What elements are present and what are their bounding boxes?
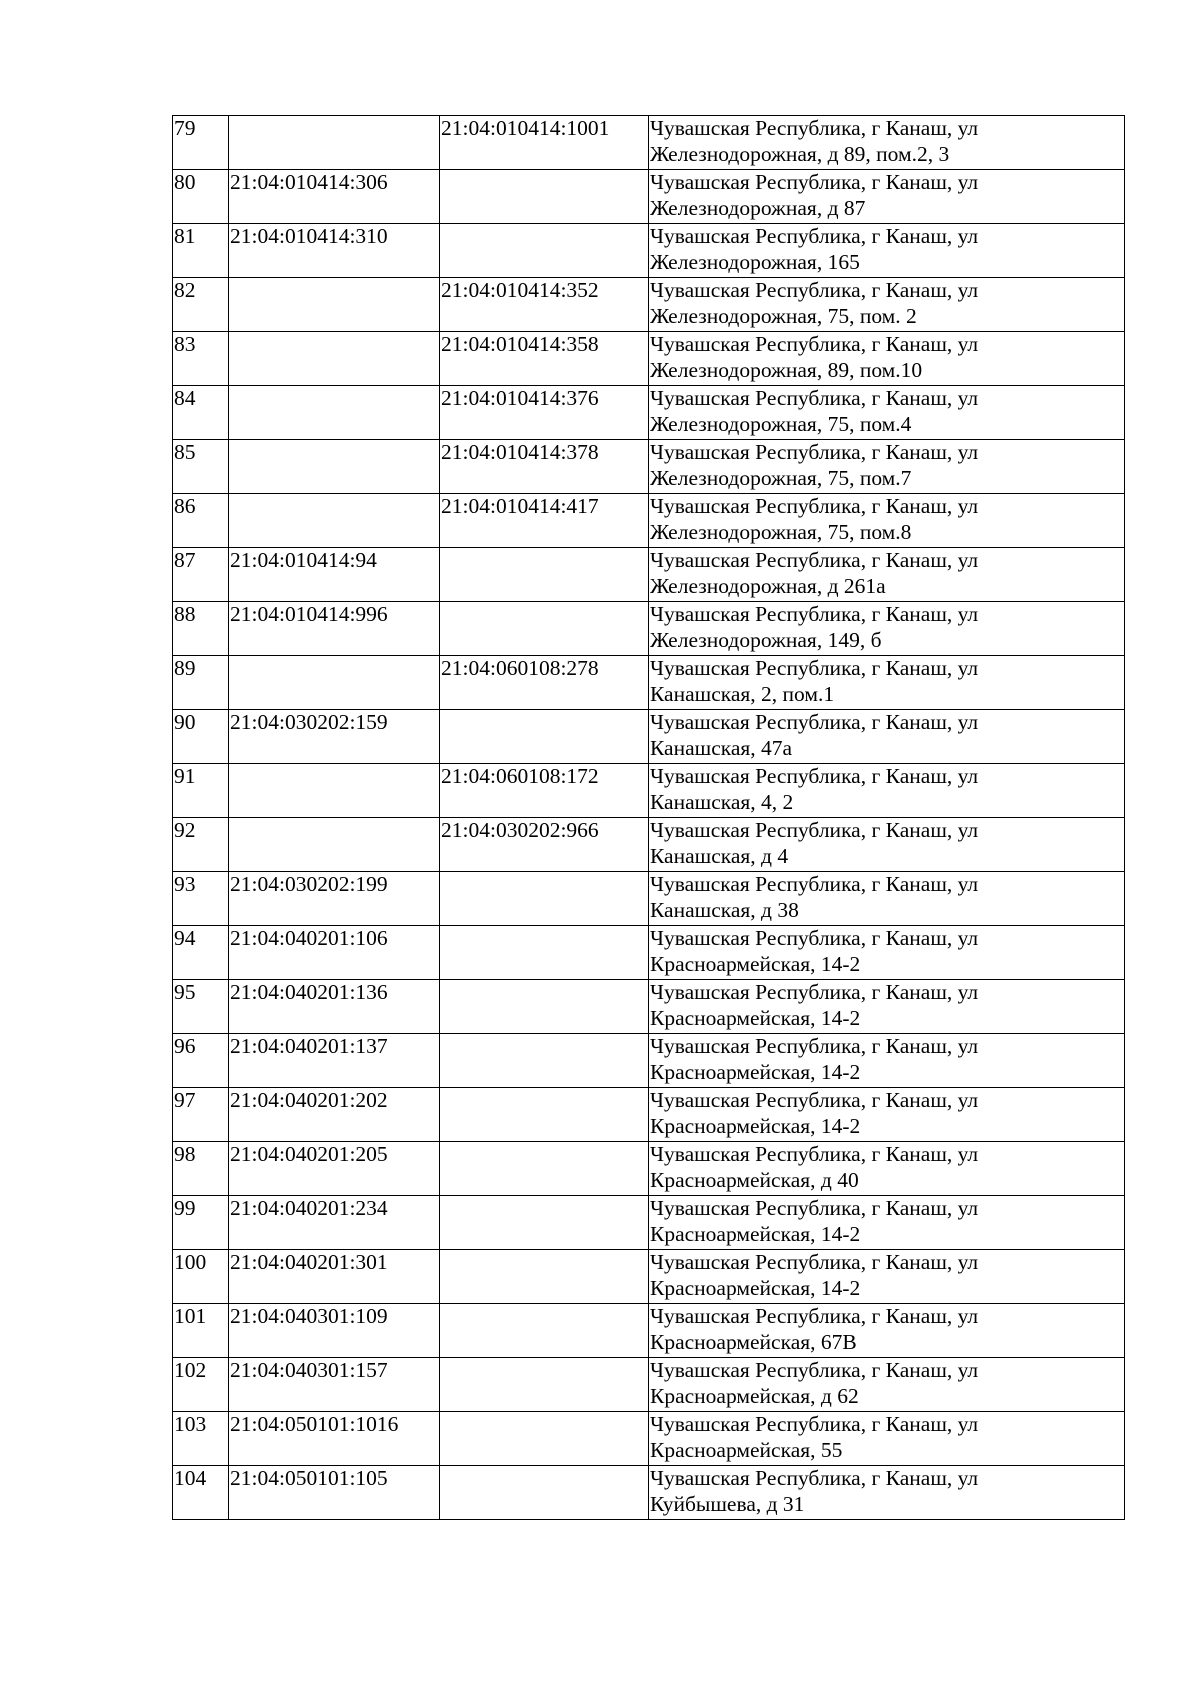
address-line-2: Красноармейская, 67В	[650, 1329, 857, 1354]
land-cadastral-number-cell	[229, 440, 440, 494]
row-number-cell: 104	[173, 1466, 229, 1520]
address-line-1: Чувашская Республика, г Канаш, ул	[650, 1088, 979, 1112]
address-cell	[649, 1196, 1125, 1250]
address-cell	[649, 602, 1125, 656]
object-cadastral-number-cell	[440, 170, 649, 224]
address-line-2: Красноармейская, 14-2	[650, 1275, 861, 1300]
object-cadastral-number-cell: 21:04:060108:278	[440, 656, 649, 710]
address-cell	[649, 1304, 1125, 1358]
object-cadastral-number-cell	[440, 224, 649, 278]
object-cadastral-number-cell	[440, 872, 649, 926]
land-cadastral-number-cell: 21:04:040201:301	[229, 1250, 440, 1304]
address-cell	[649, 1250, 1125, 1304]
address-line-1: Чувашская Республика, г Канаш, ул	[650, 278, 979, 302]
address-line-2: Куйбышева, д 31	[650, 1491, 805, 1516]
address-line-1: Чувашская Республика, г Канаш, ул	[650, 440, 979, 464]
land-cadastral-number-cell: 21:04:050101:1016	[229, 1412, 440, 1466]
object-cadastral-number-cell	[440, 1142, 649, 1196]
address-line-1: Чувашская Республика, г Канаш, ул	[650, 1250, 979, 1274]
table-row	[173, 1196, 1125, 1250]
table-row	[173, 656, 1125, 710]
table-row	[173, 1088, 1125, 1142]
address-cell	[649, 332, 1125, 386]
address-line-1: Чувашская Республика, г Канаш, ул	[650, 656, 979, 680]
row-number-cell: 89	[173, 656, 229, 710]
row-number-cell: 95	[173, 980, 229, 1034]
table-row	[173, 1412, 1125, 1466]
row-number-cell: 88	[173, 602, 229, 656]
address-line-2: Железнодорожная, 75, пом. 2	[650, 303, 917, 328]
row-number-cell: 87	[173, 548, 229, 602]
address-line-1: Чувашская Республика, г Канаш, ул	[650, 386, 979, 410]
address-line-1: Чувашская Республика, г Канаш, ул	[650, 1466, 979, 1490]
object-cadastral-number-cell: 21:04:010414:376	[440, 386, 649, 440]
table-row	[173, 926, 1125, 980]
address-line-1: Чувашская Республика, г Канаш, ул	[650, 980, 979, 1004]
row-number-cell: 83	[173, 332, 229, 386]
table-row	[173, 116, 1125, 170]
address-cell	[649, 1358, 1125, 1412]
land-cadastral-number-cell	[229, 278, 440, 332]
table-row	[173, 818, 1125, 872]
object-cadastral-number-cell	[440, 1412, 649, 1466]
address-line-2: Железнодорожная, 165	[650, 249, 860, 274]
table-row	[173, 224, 1125, 278]
land-cadastral-number-cell: 21:04:040201:234	[229, 1196, 440, 1250]
land-cadastral-number-cell: 21:04:010414:996	[229, 602, 440, 656]
address-line-2: Железнодорожная, 89, пом.10	[650, 357, 923, 382]
row-number-cell: 81	[173, 224, 229, 278]
address-line-1: Чувашская Республика, г Канаш, ул	[650, 872, 979, 896]
object-cadastral-number-cell	[440, 1196, 649, 1250]
land-cadastral-number-cell: 21:04:010414:310	[229, 224, 440, 278]
address-line-2: Канашская, 4, 2	[650, 789, 794, 814]
object-cadastral-number-cell: 21:04:010414:378	[440, 440, 649, 494]
address-cell	[649, 170, 1125, 224]
address-line-1: Чувашская Республика, г Канаш, ул	[650, 1304, 979, 1328]
table-row	[173, 278, 1125, 332]
object-cadastral-number-cell	[440, 548, 649, 602]
address-line-1: Чувашская Республика, г Канаш, ул	[650, 764, 979, 788]
table-row	[173, 1250, 1125, 1304]
row-number-cell: 96	[173, 1034, 229, 1088]
object-cadastral-number-cell	[440, 980, 649, 1034]
land-cadastral-number-cell	[229, 116, 440, 170]
land-cadastral-number-cell: 21:04:010414:306	[229, 170, 440, 224]
land-cadastral-number-cell: 21:04:050101:105	[229, 1466, 440, 1520]
table-row	[173, 710, 1125, 764]
address-line-2: Красноармейская, 14-2	[650, 1113, 861, 1138]
address-cell	[649, 278, 1125, 332]
row-number-cell: 79	[173, 116, 229, 170]
row-number-cell: 92	[173, 818, 229, 872]
address-line-1: Чувашская Республика, г Канаш, ул	[650, 1142, 979, 1166]
address-line-2: Железнодорожная, д 261а	[650, 573, 886, 598]
address-line-2: Железнодорожная, д 89, пом.2, 3	[650, 141, 950, 166]
address-cell	[649, 764, 1125, 818]
row-number-cell: 82	[173, 278, 229, 332]
address-line-2: Красноармейская, д 62	[650, 1383, 859, 1408]
land-cadastral-number-cell	[229, 818, 440, 872]
object-cadastral-number-cell	[440, 1466, 649, 1520]
table-row	[173, 332, 1125, 386]
address-cell	[649, 656, 1125, 710]
address-cell	[649, 872, 1125, 926]
row-number-cell: 101	[173, 1304, 229, 1358]
address-cell	[649, 1034, 1125, 1088]
property-table	[172, 115, 1125, 1520]
row-number-cell: 91	[173, 764, 229, 818]
address-line-1: Чувашская Республика, г Канаш, ул	[650, 818, 979, 842]
address-cell	[649, 710, 1125, 764]
address-line-2: Канашская, 47а	[650, 735, 793, 760]
address-cell	[649, 116, 1125, 170]
table-row	[173, 1358, 1125, 1412]
row-number-cell: 93	[173, 872, 229, 926]
table-row	[173, 170, 1125, 224]
object-cadastral-number-cell: 21:04:030202:966	[440, 818, 649, 872]
address-line-2: Железнодорожная, д 87	[650, 195, 866, 220]
address-line-2: Канашская, д 4	[650, 843, 789, 868]
address-cell	[649, 1142, 1125, 1196]
row-number-cell: 103	[173, 1412, 229, 1466]
land-cadastral-number-cell: 21:04:010414:94	[229, 548, 440, 602]
object-cadastral-number-cell	[440, 926, 649, 980]
address-cell	[649, 386, 1125, 440]
land-cadastral-number-cell: 21:04:040201:205	[229, 1142, 440, 1196]
land-cadastral-number-cell: 21:04:040301:157	[229, 1358, 440, 1412]
object-cadastral-number-cell: 21:04:060108:172	[440, 764, 649, 818]
land-cadastral-number-cell: 21:04:030202:159	[229, 710, 440, 764]
object-cadastral-number-cell: 21:04:010414:1001	[440, 116, 649, 170]
address-line-1: Чувашская Республика, г Канаш, ул	[650, 1412, 979, 1436]
address-line-1: Чувашская Республика, г Канаш, ул	[650, 224, 979, 248]
land-cadastral-number-cell	[229, 656, 440, 710]
address-line-1: Чувашская Республика, г Канаш, ул	[650, 332, 979, 356]
row-number-cell: 90	[173, 710, 229, 764]
address-line-2: Красноармейская, 14-2	[650, 1221, 861, 1246]
table-row	[173, 764, 1125, 818]
address-cell	[649, 224, 1125, 278]
address-line-1: Чувашская Республика, г Канаш, ул	[650, 1196, 979, 1220]
table-row	[173, 548, 1125, 602]
address-line-2: Канашская, 2, пом.1	[650, 681, 835, 706]
address-line-1: Чувашская Республика, г Канаш, ул	[650, 116, 979, 140]
table-row	[173, 1142, 1125, 1196]
row-number-cell: 102	[173, 1358, 229, 1412]
address-cell	[649, 548, 1125, 602]
land-cadastral-number-cell: 21:04:040201:137	[229, 1034, 440, 1088]
address-cell	[649, 1088, 1125, 1142]
land-cadastral-number-cell	[229, 494, 440, 548]
table-row	[173, 602, 1125, 656]
address-line-1: Чувашская Республика, г Канаш, ул	[650, 926, 979, 950]
land-cadastral-number-cell	[229, 764, 440, 818]
row-number-cell: 97	[173, 1088, 229, 1142]
object-cadastral-number-cell: 21:04:010414:417	[440, 494, 649, 548]
address-line-1: Чувашская Республика, г Канаш, ул	[650, 170, 979, 194]
object-cadastral-number-cell	[440, 710, 649, 764]
address-cell	[649, 494, 1125, 548]
object-cadastral-number-cell	[440, 1088, 649, 1142]
land-cadastral-number-cell: 21:04:030202:199	[229, 872, 440, 926]
land-cadastral-number-cell: 21:04:040201:136	[229, 980, 440, 1034]
address-line-1: Чувашская Республика, г Канаш, ул	[650, 1034, 979, 1058]
address-cell	[649, 1412, 1125, 1466]
row-number-cell: 100	[173, 1250, 229, 1304]
table-row	[173, 872, 1125, 926]
address-line-2: Красноармейская, 14-2	[650, 951, 861, 976]
address-line-2: Красноармейская, д 40	[650, 1167, 859, 1192]
address-cell	[649, 818, 1125, 872]
address-line-2: Канашская, д 38	[650, 897, 799, 922]
address-cell	[649, 1466, 1125, 1520]
address-line-1: Чувашская Республика, г Канаш, ул	[650, 548, 979, 572]
table-row	[173, 440, 1125, 494]
table-row	[173, 494, 1125, 548]
land-cadastral-number-cell	[229, 332, 440, 386]
row-number-cell: 84	[173, 386, 229, 440]
address-cell	[649, 926, 1125, 980]
address-cell	[649, 440, 1125, 494]
table-row	[173, 1304, 1125, 1358]
object-cadastral-number-cell: 21:04:010414:352	[440, 278, 649, 332]
table-row	[173, 1466, 1125, 1520]
address-line-1: Чувашская Республика, г Канаш, ул	[650, 1358, 979, 1382]
row-number-cell: 94	[173, 926, 229, 980]
land-cadastral-number-cell: 21:04:040201:106	[229, 926, 440, 980]
address-line-2: Железнодорожная, 75, пом.8	[650, 519, 912, 544]
address-line-2: Железнодорожная, 75, пом.4	[650, 411, 912, 436]
object-cadastral-number-cell	[440, 1304, 649, 1358]
address-line-2: Железнодорожная, 149, б	[650, 627, 882, 652]
address-line-1: Чувашская Республика, г Канаш, ул	[650, 602, 979, 626]
row-number-cell: 99	[173, 1196, 229, 1250]
address-line-1: Чувашская Республика, г Канаш, ул	[650, 710, 979, 734]
object-cadastral-number-cell	[440, 1034, 649, 1088]
address-line-2: Красноармейская, 55	[650, 1437, 843, 1462]
table-row	[173, 1034, 1125, 1088]
row-number-cell: 80	[173, 170, 229, 224]
land-cadastral-number-cell: 21:04:040301:109	[229, 1304, 440, 1358]
table-body	[173, 116, 1125, 1520]
land-cadastral-number-cell: 21:04:040201:202	[229, 1088, 440, 1142]
row-number-cell: 85	[173, 440, 229, 494]
table-row	[173, 980, 1125, 1034]
address-cell	[649, 980, 1125, 1034]
address-line-2: Железнодорожная, 75, пом.7	[650, 465, 912, 490]
row-number-cell: 86	[173, 494, 229, 548]
address-line-2: Красноармейская, 14-2	[650, 1005, 861, 1030]
address-line-1: Чувашская Республика, г Канаш, ул	[650, 494, 979, 518]
object-cadastral-number-cell	[440, 1358, 649, 1412]
address-line-2: Красноармейская, 14-2	[650, 1059, 861, 1084]
table-row	[173, 386, 1125, 440]
row-number-cell: 98	[173, 1142, 229, 1196]
object-cadastral-number-cell	[440, 602, 649, 656]
object-cadastral-number-cell: 21:04:010414:358	[440, 332, 649, 386]
object-cadastral-number-cell	[440, 1250, 649, 1304]
land-cadastral-number-cell	[229, 386, 440, 440]
